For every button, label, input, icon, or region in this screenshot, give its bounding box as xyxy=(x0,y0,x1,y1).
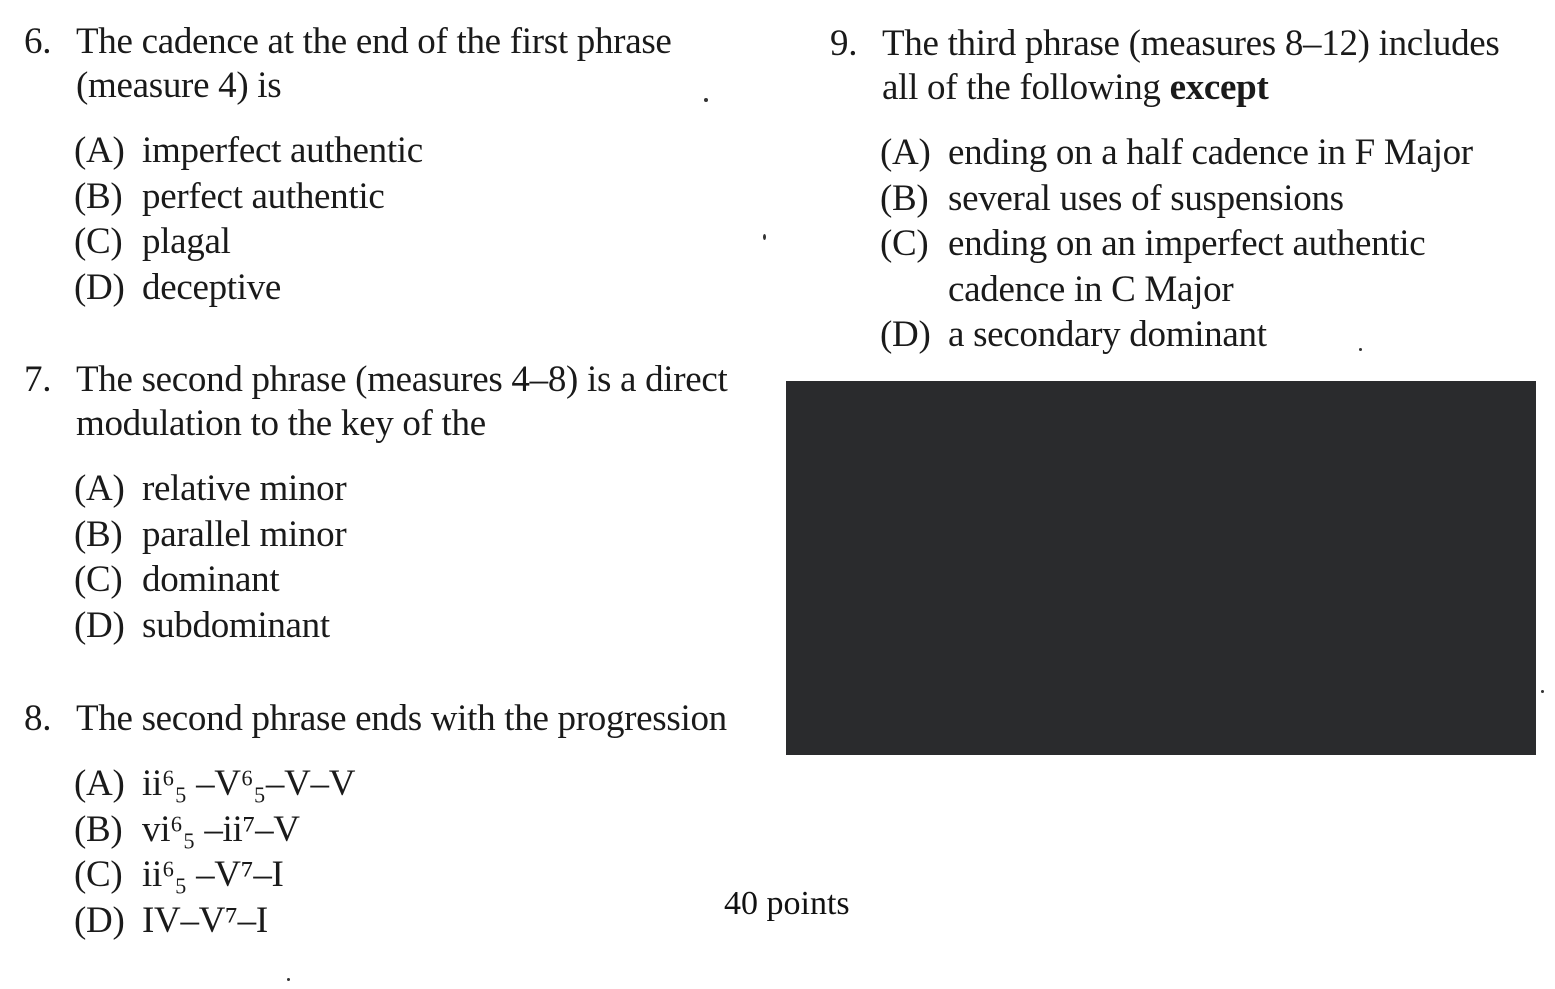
option-text: ending on a half cadence in F Major xyxy=(948,132,1473,173)
option-text-line: ending on an imperfect authentic xyxy=(948,223,1426,264)
option-text: relative minor xyxy=(142,468,347,509)
option-c xyxy=(880,221,1530,312)
option-letter: (D) xyxy=(74,604,125,646)
option-a xyxy=(74,761,764,807)
redacted-area xyxy=(786,381,1536,755)
answer-options xyxy=(74,128,764,310)
question-stem xyxy=(24,358,764,446)
option-letter: (A) xyxy=(74,130,125,171)
question-6 xyxy=(24,20,764,310)
scan-speck xyxy=(287,978,290,981)
answer-options xyxy=(880,130,1530,358)
option-c xyxy=(74,557,764,603)
option-d xyxy=(74,603,764,649)
option-letter: (D) xyxy=(74,899,125,941)
question-stem xyxy=(24,20,764,108)
stem-line: all of the following xyxy=(882,67,1161,108)
scan-speck xyxy=(1541,690,1544,693)
option-d xyxy=(74,265,764,311)
question-number: 9. xyxy=(830,23,858,64)
option-text-line: cadence in C Major xyxy=(948,268,1234,310)
question-8 xyxy=(24,697,764,943)
question-text xyxy=(76,697,764,741)
option-text: deceptive xyxy=(142,266,282,308)
option-letter: (D) xyxy=(880,314,931,355)
option-letter: (C) xyxy=(74,559,123,600)
question-stem xyxy=(24,697,764,741)
option-letter: (B) xyxy=(74,513,123,555)
stem-line: The third phrase (measures 8–12) includes xyxy=(882,23,1500,64)
stem-line: The second phrase ends with the progression xyxy=(76,698,727,739)
question-9 xyxy=(830,22,1530,358)
option-text: IV–V⁷–I xyxy=(142,899,268,941)
option-letter: (C) xyxy=(74,221,123,262)
option-letter: (A) xyxy=(880,132,931,173)
option-letter: (A) xyxy=(74,763,125,804)
answer-options xyxy=(74,466,764,648)
option-letter: (D) xyxy=(74,266,125,308)
option-letter: (A) xyxy=(74,468,125,509)
option-a xyxy=(880,130,1530,176)
option-letter: (B) xyxy=(74,175,123,217)
option-text: subdominant xyxy=(142,604,330,646)
option-b xyxy=(74,512,764,558)
option-text: ii⁶₅ –V⁶₅–V–V xyxy=(142,763,356,804)
option-text: vi⁶₅ –ii⁷–V xyxy=(142,808,300,850)
option-text: imperfect authentic xyxy=(142,130,423,171)
stem-line: (measure 4) is xyxy=(76,65,282,106)
option-a xyxy=(74,466,764,512)
question-text xyxy=(76,358,764,446)
option-text: several uses of suspensions xyxy=(948,177,1344,219)
question-text xyxy=(882,22,1530,110)
stem-emphasis: except xyxy=(1169,67,1269,108)
points-label: 40 points xyxy=(724,885,850,922)
option-text: a secondary dominant xyxy=(948,314,1267,355)
question-stem xyxy=(830,22,1530,110)
question-number: 8. xyxy=(24,698,52,739)
option-letter: (B) xyxy=(74,808,123,850)
option-d xyxy=(74,898,764,944)
stem-line: modulation to the key of the xyxy=(76,403,486,444)
option-letter: (C) xyxy=(74,854,123,895)
stem-line: The cadence at the end of the first phrase xyxy=(76,21,672,62)
scan-speck xyxy=(763,234,766,240)
scan-speck xyxy=(1359,348,1362,351)
option-text: parallel minor xyxy=(142,513,347,555)
question-7 xyxy=(24,358,764,648)
option-c xyxy=(74,852,764,898)
question-number: 7. xyxy=(24,359,52,400)
option-text: ii⁶₅ –V⁷–I xyxy=(142,854,284,895)
option-text: dominant xyxy=(142,559,280,600)
question-text xyxy=(76,20,764,108)
option-b xyxy=(74,807,764,853)
option-a xyxy=(74,128,764,174)
stem-line: The second phrase (measures 4–8) is a direct xyxy=(76,359,728,400)
option-b xyxy=(74,174,764,220)
option-letter: (B) xyxy=(880,177,929,219)
answer-options xyxy=(74,761,764,943)
option-b xyxy=(880,176,1530,222)
option-text xyxy=(948,221,1530,312)
option-text: plagal xyxy=(142,221,231,262)
option-c xyxy=(74,219,764,265)
question-number: 6. xyxy=(24,21,52,62)
option-d xyxy=(880,312,1530,358)
option-text: perfect authentic xyxy=(142,175,385,217)
scan-speck xyxy=(704,98,708,102)
option-letter: (C) xyxy=(880,223,929,264)
